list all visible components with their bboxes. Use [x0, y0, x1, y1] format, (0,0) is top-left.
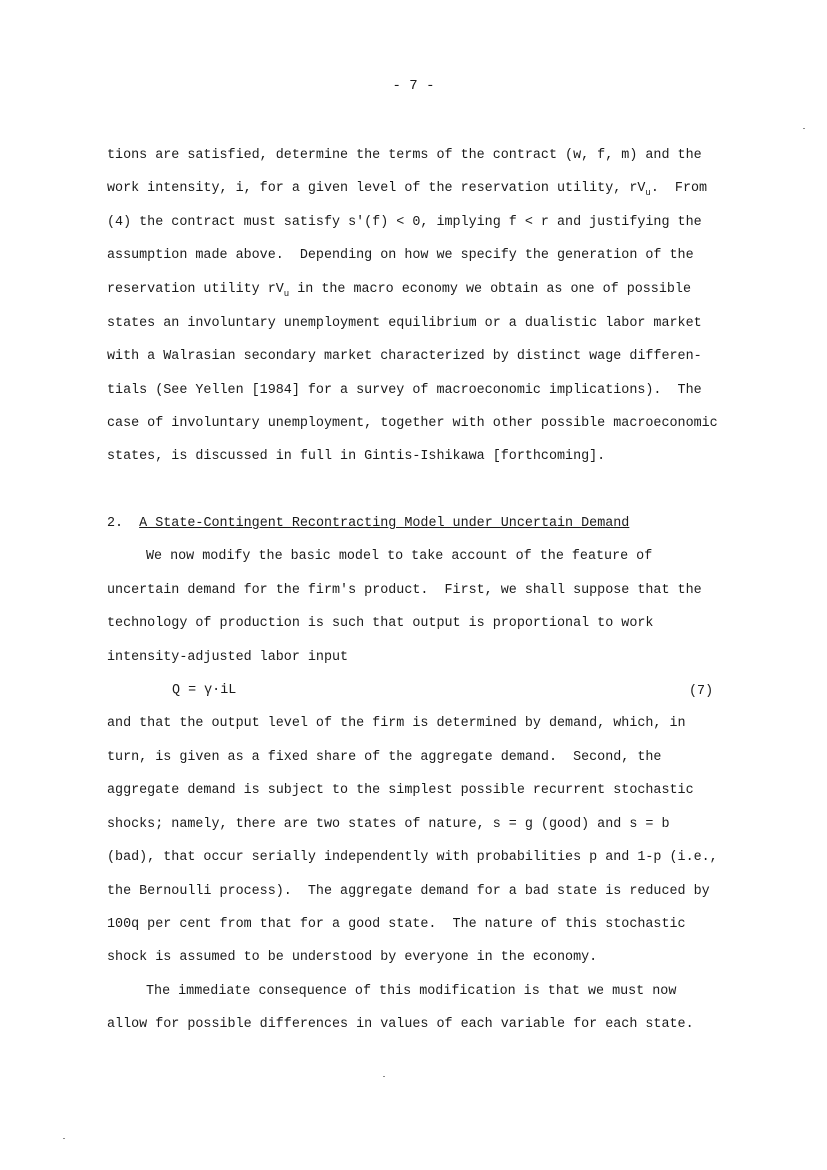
text-line: states an involuntary unemployment equilibrium or a dualistic labor market [107, 316, 702, 331]
text-line: case of involuntary unemployment, together with other possible macroeconomic [107, 416, 718, 431]
equation-number: (7) [689, 684, 714, 699]
subscript: u [645, 188, 651, 198]
text-line: and that the output level of the firm is determined by demand, which, in [107, 716, 686, 731]
text-line: (4) the contract must satisfy s'(f) < 0, implying f < r and justifying the [107, 215, 702, 230]
text-line: with a Walrasian secondary market characterized by distinct wage differen- [107, 349, 702, 364]
subscript: u [283, 289, 290, 299]
text-line: the Bernoulli process). The aggregate demand for a bad state is reduced by [107, 884, 710, 899]
text-line [107, 181, 708, 198]
scan-speck [803, 128, 805, 129]
text-line: tions are satisfied, determine the terms of the contract (w, f, m) and the [107, 148, 702, 163]
text-span: in the macro economy we obtain as one of possible [289, 282, 691, 297]
page-number: - 7 - [392, 78, 435, 94]
section-title: A State-Contingent Recontracting Model under Uncertain Demand [139, 516, 630, 531]
text-line: shocks; namely, there are two states of nature, s = g (good) and s = b [107, 817, 670, 832]
text-line: We now modify the basic model to take account of the feature of [146, 549, 653, 564]
text-line: assumption made above. Depending on how we specify the generation of the [107, 248, 694, 263]
text-line: shock is assumed to be understood by everyone in the economy. [107, 950, 598, 965]
section-number: 2. [107, 516, 124, 531]
scan-speck [383, 1076, 385, 1077]
text-line: uncertain demand for the firm's product. First, we shall suppose that the [107, 583, 702, 598]
text-line: 100q per cent from that for a good state. The nature of this stochastic [107, 917, 686, 932]
scan-speck [63, 1138, 65, 1139]
text-span: reservation utility rV [107, 282, 284, 297]
text-line: allow for possible differences in values of each variable for each state. [107, 1017, 694, 1032]
text-span: . From [650, 181, 708, 196]
text-span: work intensity, i, for a given level of the reservation utility, rV [107, 181, 646, 196]
equation: Q = γ·iL [172, 683, 237, 698]
text-line: tials (See Yellen [1984] for a survey of macroeconomic implications). The [107, 383, 702, 398]
text-line: intensity-adjusted labor input [107, 650, 349, 665]
text-line: turn, is given as a fixed share of the aggregate demand. Second, the [107, 750, 662, 765]
text-line: The immediate consequence of this modification is that we must now [146, 984, 677, 999]
text-line: aggregate demand is subject to the simplest possible recurrent stochastic [107, 783, 694, 798]
section-heading [107, 517, 629, 530]
text-line: states, is discussed in full in Gintis-Ishikawa [forthcoming]. [107, 449, 606, 464]
text-line: (bad), that occur serially independently with probabilities p and 1-p (i.e., [107, 850, 718, 865]
text-line: technology of production is such that output is proportional to work [107, 616, 654, 631]
text-line [107, 282, 691, 299]
